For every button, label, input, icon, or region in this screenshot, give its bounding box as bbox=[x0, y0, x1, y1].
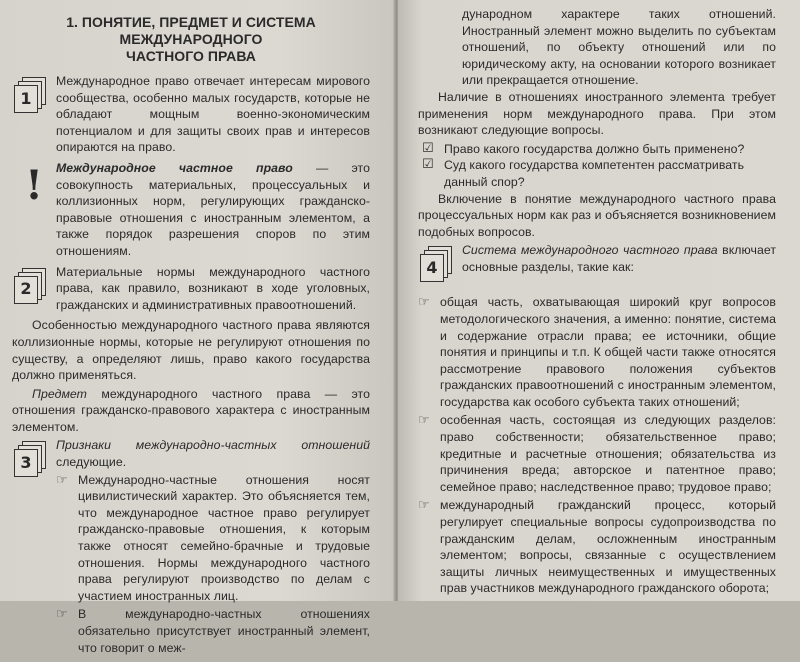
checkbox-icon: ☑ bbox=[422, 140, 434, 156]
list-item: ☞ общая часть, охватывающая широкий круг вопросов методологического значения, а именно: понятие, система и содержание отрасли права; ее источники, общие понятия и принципы и т.п. К общей части также относятся рассмотрение правового положения субъектов гражданских правоотношений с иностранным элементом, государства как особого субъекта таких отношений; bbox=[418, 294, 776, 409]
list-item: ☞ международный гражданский процесс, который регулирует специальные вопросы судопроизводства по гражданским делам, осложненным иностранным элементом; вопросы, связанные с осуществлением защиты личных неимущественных и имущественных прав участников международного гражданского оборота; bbox=[418, 497, 776, 596]
stacked-pages-icon: 2 bbox=[12, 268, 56, 312]
list-item: ☞ В международно-частных отношениях обязательно присутствует иностранный элемент, что говорит о меж- bbox=[56, 606, 370, 655]
paragraph-continuation: дународном характере таких отношений. Иностранный элемент можно выделить по субъектам отношений, по объекту отношений или по юридическому акту, на основании которого возникает или прекращается отношение. bbox=[462, 7, 776, 88]
pointing-hand-icon: ☞ bbox=[418, 497, 430, 513]
paragraph-foreign-element: Наличие в отношениях иностранного элемента требует применения норм международного права. При этом возникают следующие вопросы. bbox=[418, 89, 776, 138]
left-page bbox=[0, 0, 398, 655]
pointing-hand-icon: ☞ bbox=[56, 471, 68, 487]
block-definition bbox=[12, 160, 370, 260]
right-page bbox=[398, 0, 800, 601]
paragraph-definition: Международное частное право — это совокупность материальных, процессуальных и коллизионных норм, регулирующих гражданско-правовые отношения с иностранным элементом, а также порядок разрешения споров по этим отношениям. bbox=[56, 160, 370, 258]
block-1 bbox=[12, 73, 370, 156]
pointing-hand-icon: ☞ bbox=[56, 606, 68, 622]
exclamation-icon: ! bbox=[25, 161, 43, 209]
paragraph-procedural: Включение в понятие международного частного права процессуальных норм как раз и объясняется возникновением подобных вопросов. bbox=[418, 191, 776, 239]
block-2 bbox=[12, 264, 370, 314]
stacked-pages-icon: 3 bbox=[12, 441, 56, 485]
section-title: 1. ПОНЯТИЕ, ПРЕДМЕТ И СИСТЕМА МЕЖДУНАРОДНОГО ЧАСТНОГО ПРАВА bbox=[66, 14, 316, 64]
paragraph-system: Система международного частного права включает основные разделы, такие как: bbox=[462, 243, 776, 274]
left-column bbox=[12, 14, 370, 662]
pointing-hand-icon: ☞ bbox=[418, 412, 430, 428]
stacked-pages-icon: 4 bbox=[418, 246, 462, 290]
pointing-hand-icon: ☞ bbox=[418, 294, 430, 310]
stacked-pages-icon: 1 bbox=[12, 77, 56, 121]
list-item: ☞ особенная часть, состоящая из следующих разделов: право собственности; обязательственное право; кредитные и расчетные отношения; обязательства из причинения вреда; авторское и патентное право; семейное право; наследственное право; трудовое право; bbox=[418, 412, 776, 494]
block-4 bbox=[418, 242, 776, 290]
paragraph-intro: Международное право отвечает интересам мирового сообщества, особенно малых государств, которые не обладают мощным военно-экономическим потенциалом и для защиты своих прав и интересов опираются на право. bbox=[56, 74, 370, 155]
paragraph-signs: Признаки международно-частных отношений следующие. ☞ Международно-частные отношения носят цивилистический характер. Это объясняется тем, что международное частное право регулирует гражданско-правовые отношения, к которым также относят семейно-брачные и трудовые отношения. Нормы международного частного права регулируют производство по делам с участием иностранных лиц. ☞ В международно-частных отношениях обязательно присутствует иностранный элемент, что говорит о меж- bbox=[56, 438, 370, 655]
list-item: ☞ Международно-частные отношения носят цивилистический характер. Это объясняется тем, что международное частное право регулирует гражданско-правовые отношения, к которым также относят семейно-брачные и трудовые отношения. Нормы международного частного права регулируют производство по делам с участием иностранных лиц. bbox=[56, 471, 370, 603]
checklist-item: ☑ Право какого государства должно быть применено? bbox=[422, 140, 745, 156]
right-column bbox=[418, 6, 776, 599]
checklist-item: ☑ Суд какого государства компетентен рассматривать данный спор? bbox=[422, 157, 745, 189]
paragraph-subject: Предмет международного частного права — это отношения гражданско-правового характера с иностранным элементом. bbox=[12, 386, 370, 434]
paragraph-collision-norms: Особенностью международного частного права являются коллизионные нормы, которые не регулируют отношения по существу, а определяют лишь, право какого государства должно применяться. bbox=[12, 318, 370, 383]
checkbox-icon: ☑ bbox=[422, 157, 434, 173]
block-3 bbox=[12, 437, 370, 658]
paragraph-material-norms: Материальные нормы международного частного права, как правило, возникают в ходе уголовных, гражданских и административных правоотношений. bbox=[56, 264, 370, 312]
